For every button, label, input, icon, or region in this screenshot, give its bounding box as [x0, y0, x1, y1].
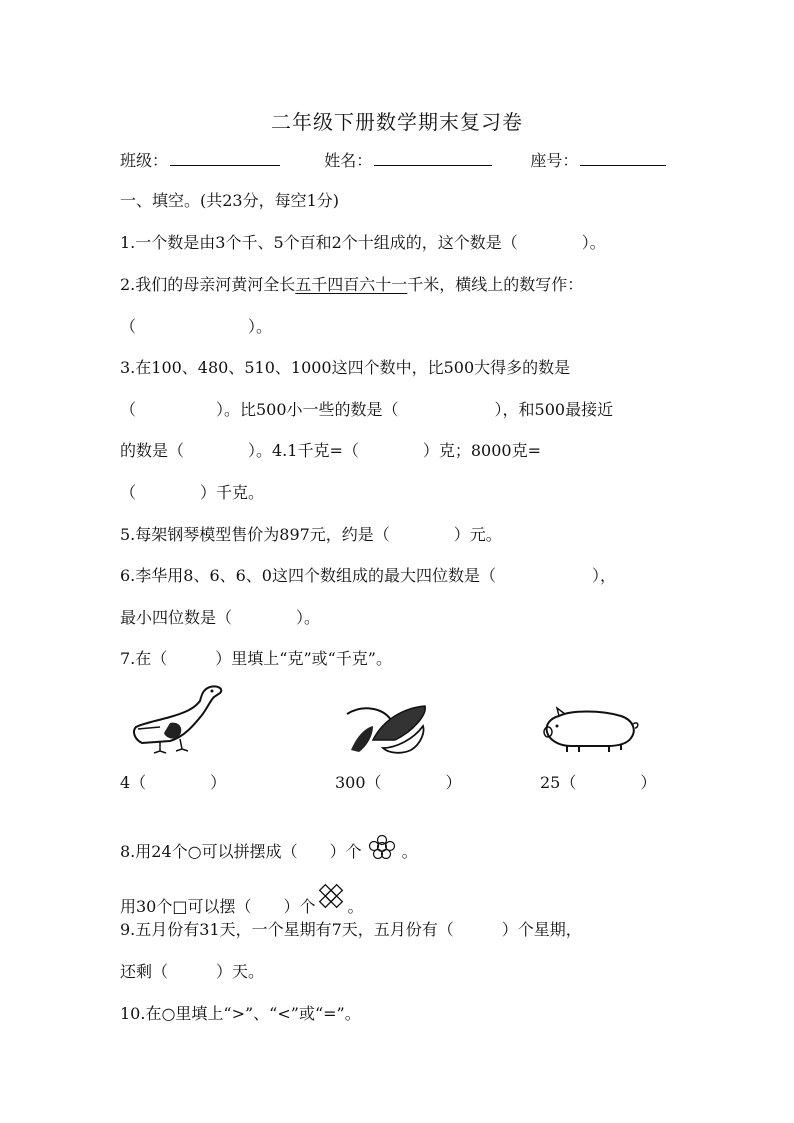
question-2	[120, 275, 583, 295]
section-heading: 一、填空。(共23分，每空1分)	[120, 191, 340, 210]
name-label: 姓名：	[324, 151, 373, 170]
class-field[interactable]	[170, 150, 280, 166]
q7-answer-corn: 300（ ）	[335, 773, 462, 792]
page-title: 二年级下册数学期末复习卷	[271, 110, 523, 134]
question-6-line-2: 最小四位数是（ ）。	[120, 608, 321, 627]
question-3-line-1: 3.在100、480、510、1000这四个数中，比500大得多的数是	[120, 358, 571, 377]
question-2-underlined: 五千四百六十一	[295, 275, 408, 294]
question-3-line-2: （ ）。比500小一些的数是（ ），和500最接近	[120, 400, 614, 419]
question-2-text-b: 千米，横线上的数写作：	[407, 275, 584, 294]
question-7: 7.在（ ）里填上“克”或“千克”。	[120, 649, 392, 668]
question-2-answer: （ ）。	[120, 317, 273, 336]
question-6-line-1: 6.李华用8、6、6、0这四个数组成的最大四位数是（ ），	[120, 566, 616, 585]
question-10: 10.在○里填上“>”、“<”或“=”。	[120, 1004, 361, 1023]
question-8-text-a: 8.用24个○可以拼摆成（ ）个	[120, 842, 362, 861]
seat-field[interactable]	[580, 150, 666, 166]
q7-answer-goose: 4（ ）	[120, 773, 227, 792]
pig-picture	[541, 706, 641, 754]
question-9-line-1: 9.五月份有31天，一个星期有7天，五月份有（ ）个星期，	[120, 920, 582, 939]
question-8-end-a: 。	[401, 842, 418, 861]
goose-picture	[130, 683, 228, 755]
question-5: 5.每架钢琴模型售价为897元，约是（ ）元。	[120, 525, 502, 544]
corn-picture	[343, 700, 431, 754]
question-8-end-b: 。	[347, 897, 364, 916]
seat-label: 座号：	[530, 151, 579, 170]
q7-answer-pig: 25（ ）	[540, 773, 657, 792]
flower-icon	[368, 835, 396, 859]
question-1: 1.一个数是由3个千、5个百和2个十组成的，这个数是（ ）。	[120, 233, 606, 252]
name-field[interactable]	[374, 150, 492, 166]
question-9-line-2: 还剩（ ）天。	[120, 962, 265, 981]
question-3-line-3: 的数是（ ）。4.1千克=（ ）克；8000克=	[120, 441, 541, 460]
question-4-line: （ ）千克。	[120, 483, 265, 502]
question-2-text-a: 2.我们的母亲河黄河全长	[120, 275, 296, 294]
square-pattern-icon	[317, 882, 345, 910]
student-info-row	[120, 150, 666, 171]
class-label: 班级：	[120, 151, 169, 170]
question-8-text-b: 用30个□可以摆（ ）个	[120, 897, 316, 916]
question-8-line-1	[120, 835, 418, 862]
question-8-line-2	[120, 882, 364, 917]
